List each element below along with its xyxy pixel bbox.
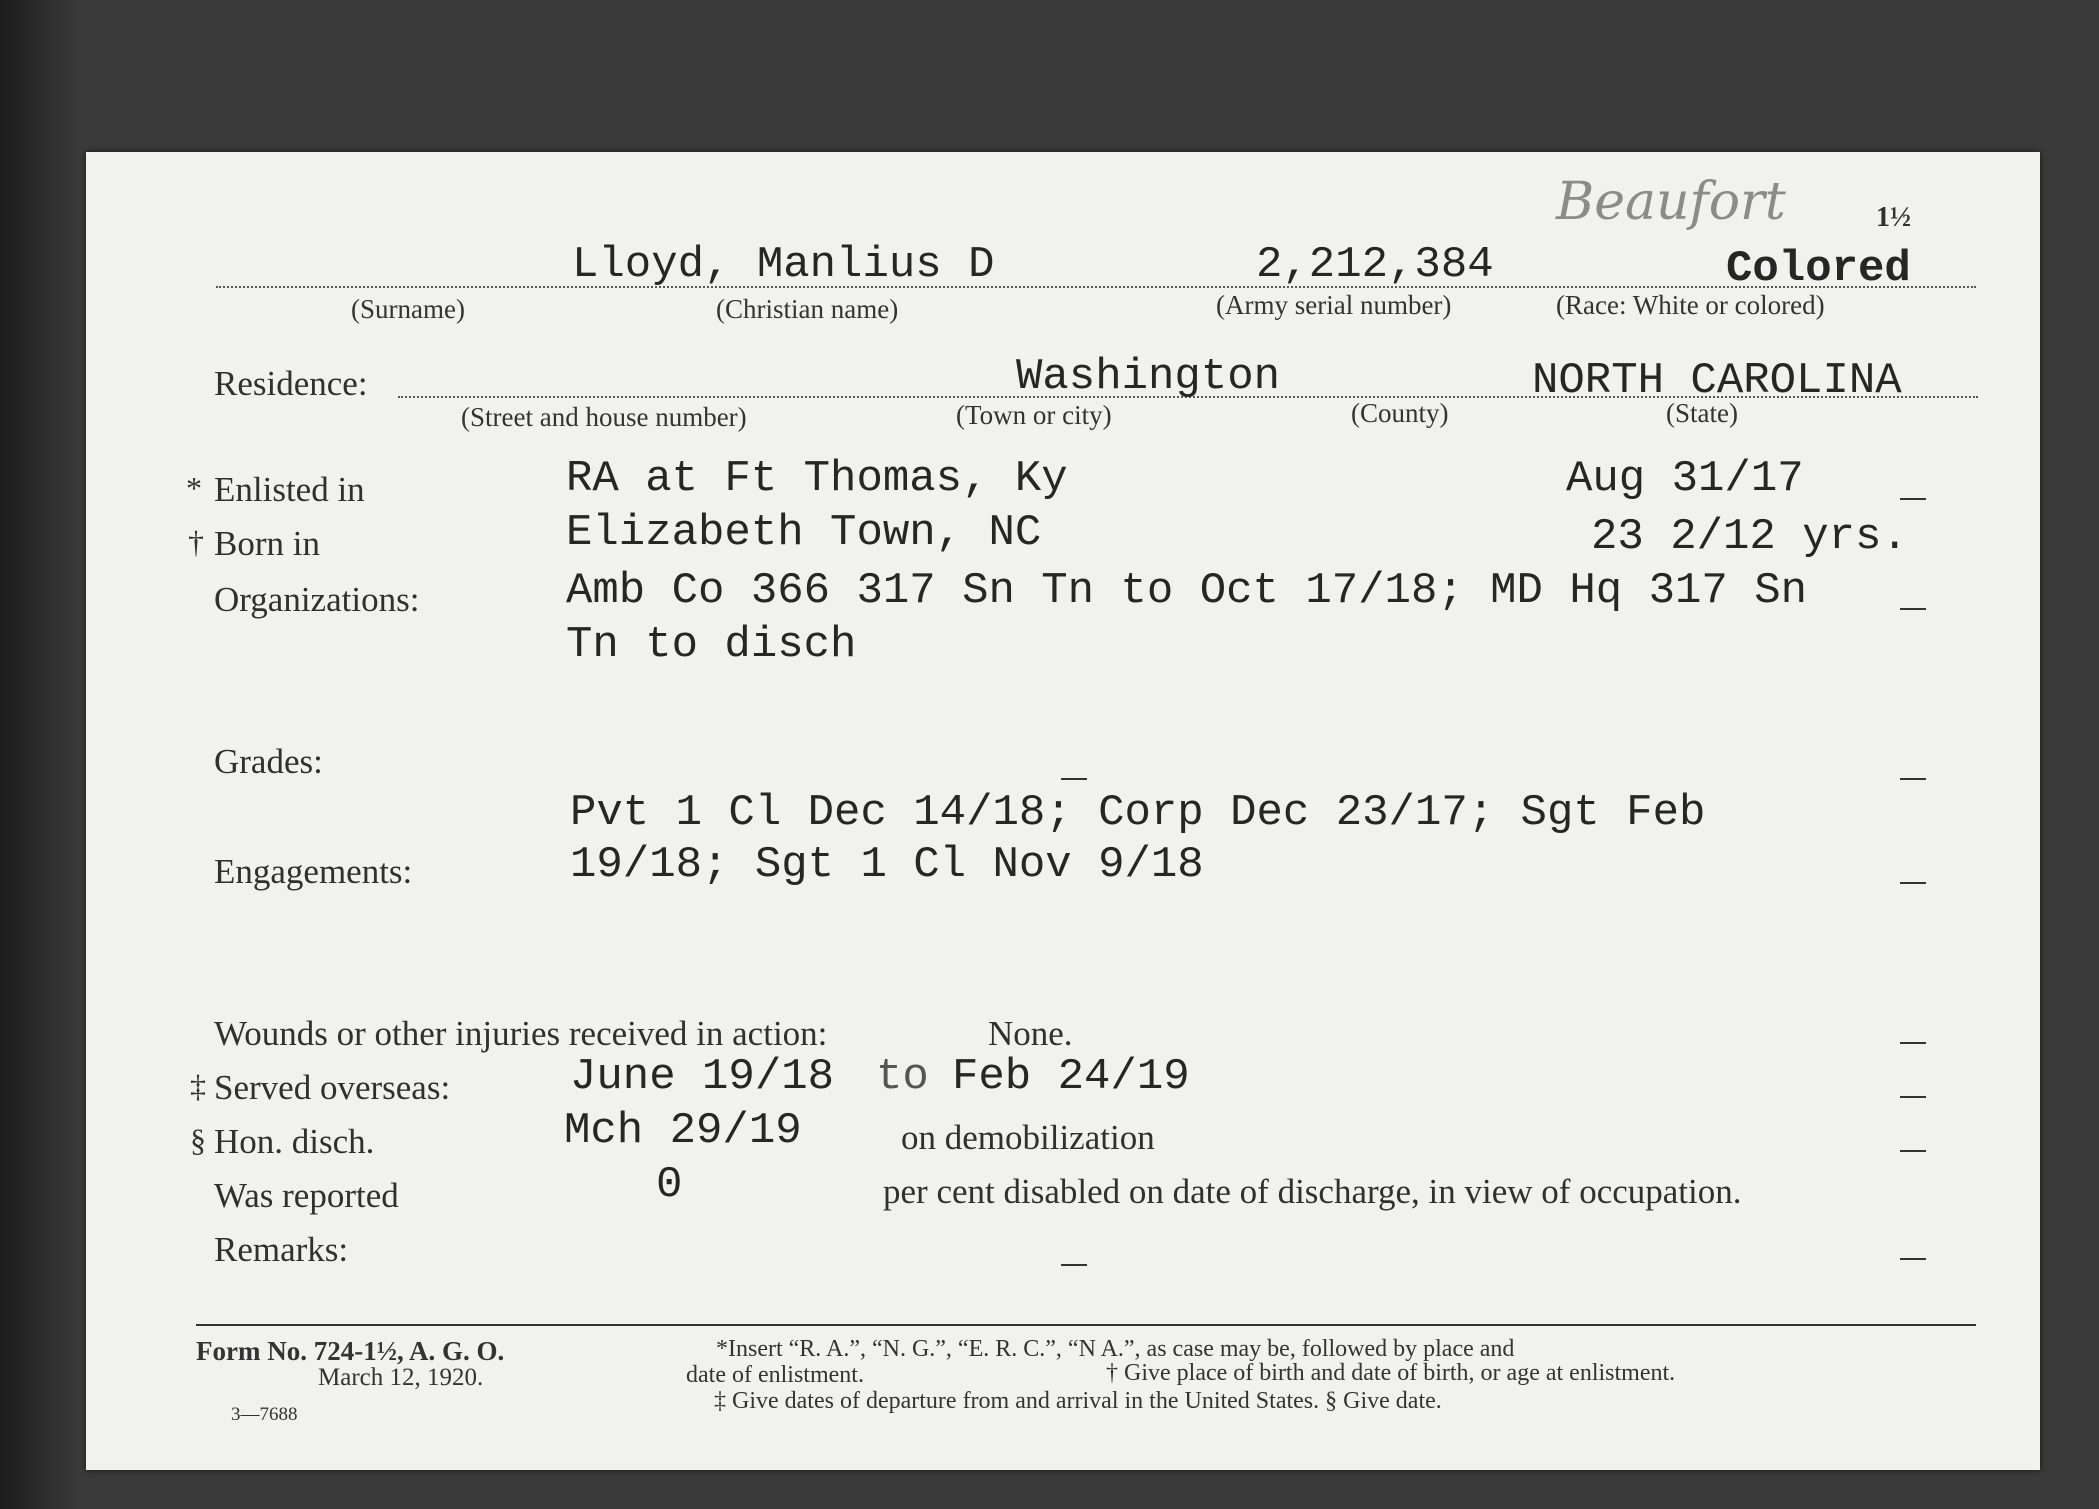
print-code: 3—7688	[231, 1404, 298, 1425]
form-number: 1½	[1876, 202, 1911, 233]
grades-line-2: 19/18; Sgt 1 Cl Nov 9/18	[570, 840, 1204, 890]
footer-rule	[196, 1324, 1976, 1326]
grades-label: Grades:	[214, 742, 323, 781]
residence-state-value: NORTH CAROLINA	[1532, 356, 1902, 406]
wounds-end-dash	[1900, 1042, 1926, 1044]
engagements-label: Engagements:	[214, 852, 413, 891]
remarks-end-dash	[1900, 1258, 1926, 1260]
wounds-value: None.	[988, 1014, 1073, 1053]
remarks-label: Remarks:	[214, 1230, 349, 1269]
overseas-end-dash	[1900, 1096, 1926, 1098]
footnote-line-2b: † Give place of birth and date of birth, or age at enlistment.	[1106, 1360, 1676, 1386]
grades-end-dash	[1900, 778, 1926, 780]
street-caption: (Street and house number)	[461, 402, 747, 432]
grades-mid-dash	[1061, 778, 1087, 780]
serial-number-caption: (Army serial number)	[1216, 290, 1452, 320]
surname-caption: (Surname)	[351, 294, 465, 324]
born-symbol: †	[188, 524, 204, 560]
state-caption: (State)	[1666, 398, 1738, 428]
footnote-line-2a: date of enlistment.	[686, 1362, 864, 1388]
residence-town-value: Washington	[1016, 352, 1281, 402]
surname-value: Lloyd, Manlius D	[572, 240, 995, 290]
race-value: Colored	[1726, 244, 1911, 294]
handwritten-county-note: Beaufort	[1556, 172, 1786, 232]
enlisted-end-dash	[1900, 498, 1926, 500]
disability-text: per cent disabled on date of discharge, in view of occupation.	[883, 1172, 1742, 1211]
draft-card	[86, 152, 2040, 1470]
organizations-end-dash	[1900, 608, 1926, 610]
engagements-end-dash	[1900, 882, 1926, 884]
was-reported-label: Was reported	[214, 1176, 399, 1215]
overseas-symbol: ‡	[190, 1068, 206, 1104]
overseas-return-date: Feb 24/19	[952, 1052, 1190, 1102]
grades-line-1: Pvt 1 Cl Dec 14/18; Corp Dec 23/17; Sgt Feb	[570, 788, 1706, 838]
remarks-mid-dash	[1061, 1264, 1087, 1266]
discharge-symbol: §	[190, 1122, 206, 1158]
footnote-line-3: ‡ Give dates of departure from and arrival in the United States. § Give date.	[714, 1388, 1442, 1414]
residence-label: Residence:	[214, 364, 368, 403]
overseas-departure-date: June 19/18	[570, 1052, 835, 1102]
enlisted-date: Aug 31/17	[1566, 454, 1804, 504]
disability-percent: 0	[656, 1160, 683, 1210]
born-value: Elizabeth Town, NC	[566, 508, 1042, 558]
form-number-footer: Form No. 724-1½, A. G. O.	[196, 1336, 505, 1366]
enlisted-label: Enlisted in	[214, 470, 365, 509]
race-caption: (Race: White or colored)	[1556, 290, 1825, 320]
scan-background	[0, 0, 80, 1509]
served-overseas-label: Served overseas:	[214, 1068, 451, 1107]
footnote-line-1: *Insert “R. A.”, “N. G.”, “E. R. C.”, “N A.”, as case may be, followed by place and	[716, 1336, 1515, 1362]
organizations-line-2: Tn to disch	[566, 620, 857, 670]
overseas-to-word: to	[876, 1052, 929, 1102]
discharge-end-dash	[1900, 1150, 1926, 1152]
form-date: March 12, 1920.	[318, 1364, 484, 1391]
age-at-enlistment: 23 2/12 yrs.	[1591, 512, 1908, 562]
enlisted-value: RA at Ft Thomas, Ky	[566, 454, 1068, 504]
town-caption: (Town or city)	[956, 400, 1112, 430]
county-caption: (County)	[1351, 398, 1449, 428]
organizations-label: Organizations:	[214, 580, 420, 619]
organizations-line-1: Amb Co 366 317 Sn Tn to Oct 17/18; MD Hq 317 Sn	[566, 566, 1808, 616]
discharge-date: Mch 29/19	[564, 1106, 802, 1156]
honorable-discharge-label: Hon. disch.	[214, 1122, 375, 1161]
christian-name-caption: (Christian name)	[716, 294, 899, 324]
wounds-label: Wounds or other injuries received in action:	[214, 1014, 828, 1053]
serial-number-value: 2,212,384	[1256, 240, 1494, 290]
header-dotted-line	[216, 286, 1976, 288]
enlisted-symbol: *	[186, 470, 202, 506]
born-label: Born in	[214, 524, 320, 563]
discharge-note: on demobilization	[901, 1118, 1155, 1157]
